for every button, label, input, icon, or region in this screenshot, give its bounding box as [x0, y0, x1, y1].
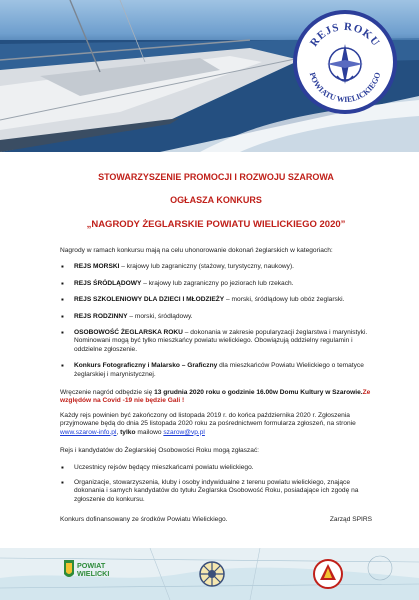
footer-row — [60, 516, 372, 523]
organization-heading: STOWARZYSZENIE PROMOCJI I ROZWOJU SZAROWA — [98, 172, 334, 182]
contest-title: „NAGRODY ŻEGLARSKIE POWIATU WIELICKIEGO 2020” — [86, 219, 346, 230]
rejs-roku-logo — [293, 10, 397, 114]
award-ceremony-text: Wręczenie nagród odbędzie się 13 grudnia 2020 roku o godzinie 16.00w Domu Kultury w Szarowie.Ze względów na Covid -19 nie będzie Gali ! — [60, 389, 371, 405]
spirs-emblem-icon — [312, 558, 344, 590]
category-list — [60, 263, 372, 379]
award-date: 13 grudnia 2020 roku o godzinie 16.00w Domu Kultury w Szarowie. — [154, 389, 363, 397]
ship-wheel-emblem-icon — [198, 560, 226, 588]
intro-text: Nagrody w ramach konkursu mają na celu uhonorowanie dokonań żeglarskich w kategoriach: — [60, 247, 333, 254]
covid-notice: Ze względów na Covid -19 nie będzie Gali ! — [60, 389, 371, 405]
category-item: ▪ REJS ŚRÓDLĄDOWY – krajowy lub zagraniczny po jeziorach lub rzekach. — [60, 280, 372, 288]
announcement-body — [60, 160, 372, 523]
eligibility-intro: Rejs i kandydatów do Żeglarskiej Osobowości Roku mogą zgłaszać: — [60, 447, 260, 455]
compass-anchor-icon — [327, 44, 363, 84]
category-item: ▪ Konkurs Fotograficzny i Malarsko – Graficzny dla mieszkańców Powiatu Wielickiego o tematyce żeglarskiej i marynistycznej. — [60, 362, 372, 379]
website-link[interactable]: www.szarow-info.pl — [60, 428, 117, 436]
category-item: ▪ REJS MORSKI – krajowy lub zagraniczny (stażowy, turystyczny, naukowy). — [60, 263, 372, 271]
category-item: ▪ REJS RODZINNY – morski, śródlądowy. — [60, 313, 372, 321]
eligibility-item: ▪ Uczestnicy rejsów będący mieszkańcami powiatu wielickiego. — [60, 464, 372, 472]
hero-photo — [0, 0, 419, 152]
logo-bottom-text: POWIATU WIELICKIEGO — [307, 71, 383, 105]
email-link[interactable]: szarow@vp.pl — [163, 428, 205, 436]
category-item: ▪ REJS SZKOLENIOWY DLA DZIECI I MŁODZIEŻY – morski, śródlądowy lub obóz żeglarski. — [60, 296, 372, 304]
announces-heading: OGŁASZA KONKURS — [170, 195, 262, 205]
funding-note: Konkurs dofinansowany ze środków Powiatu Wielickiego. — [60, 516, 228, 524]
logo-top-text: REJS ROKU — [307, 20, 383, 49]
powiat-wielicki-label: POWIAT WIELICKI — [77, 561, 110, 578]
submission-text: Każdy rejs powinien być zakończony od listopada 2019 r. do końca października 2020 r. Zgłoszenia przyjmowane będą do dnia 25 listopada 2020 roku za pośrednictwem formularza zgłoszeń, na stronie www.szarow-info.pl, tylko mailowo szarow@vp.pl — [60, 411, 356, 436]
signature: Zarząd SPIRS — [329, 516, 372, 524]
eligibility-item: ▪ Organizacje, stowarzyszenia, kluby i osoby indywidualne z terenu powiatu wielickiego, znające dokonania i samych kandydatów do tytułu Żeglarska Osobowość Roku, posiadające ich zgodę na zgłoszenie do konkursu. — [60, 479, 372, 504]
category-item: ▪ OSOBOWOŚĆ ŻEGLARSKA ROKU – dokonania w zakresie popularyzacji żeglarstwa i marynistyki. Nominowani mogą być tylko mieszkańcy powiatu wielickiego. Obowiązują oddzielny regulamin i oddzielne zgłoszenie. — [60, 329, 372, 354]
eligibility-list — [60, 464, 372, 505]
